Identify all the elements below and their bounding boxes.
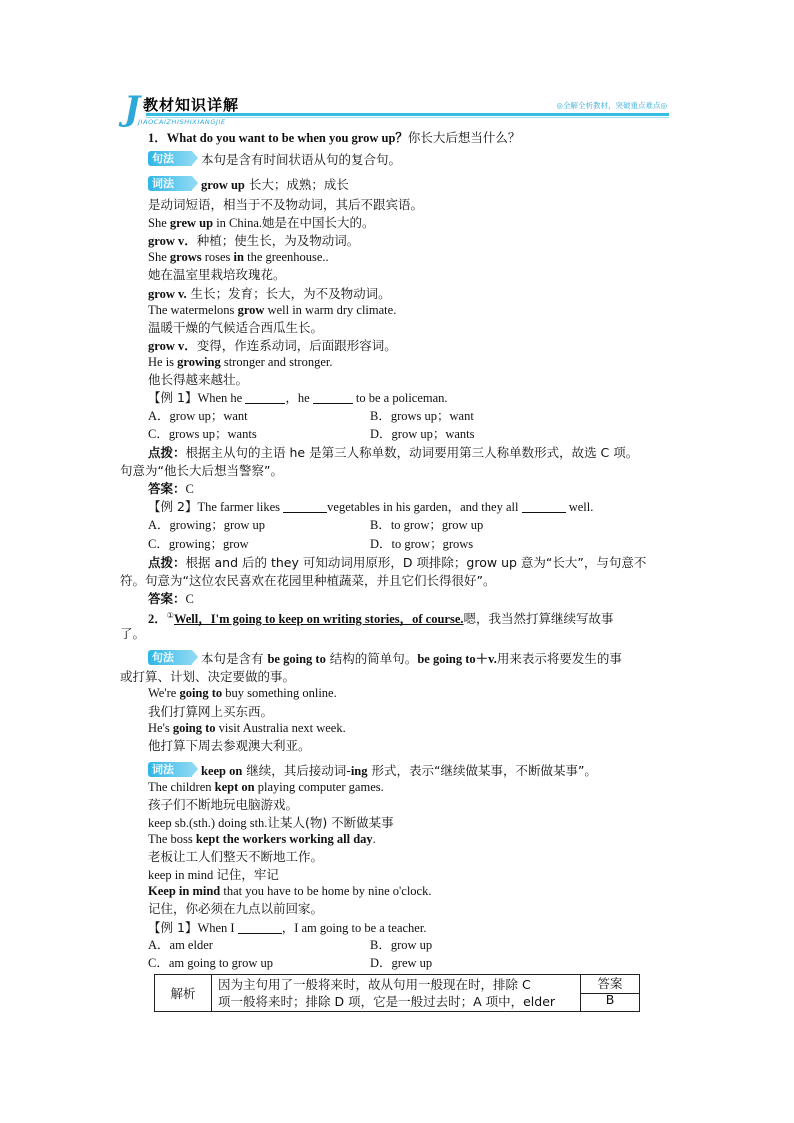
answer-blank[interactable] — [522, 500, 566, 513]
option-c[interactable]: C．am going to grow up — [148, 956, 273, 970]
answer-header: 答案 — [581, 975, 640, 994]
cifa-note-2: 词法 keep on 继续，其后接动词-ing 形式，表示“继续做某事，不断做某事”。 — [148, 762, 597, 780]
answer-value: B — [581, 994, 640, 1012]
juxing-tag: 句法 — [148, 151, 198, 166]
hint-text-cont: 句意为“他长大后想当警察”。 — [120, 463, 283, 478]
example-sentence: We're going to buy something online. — [148, 686, 337, 700]
example-sentence: Keep in mind that you have to be home by nine o'clock. — [148, 884, 432, 898]
example-question-1: 【例 1】When he ，he to be a policeman. — [148, 390, 448, 405]
option-d[interactable]: D．to grow；grows — [370, 537, 474, 551]
cifa-tag: 词法 — [148, 762, 198, 777]
option-a[interactable]: A．am elder — [148, 938, 213, 952]
answer-line: 答案：C — [148, 591, 194, 606]
hint-text: 点拨：根据 and 后的 they 可知动词用原形，D 项排除；grow up 意为“长大”，与句意不 — [148, 555, 647, 570]
phrase-line: keep sb.(sth.) doing sth.让某人(物) 不断做某事 — [148, 815, 394, 830]
example-sentence: The watermelons grow well in warm dry climate. — [148, 303, 397, 317]
section-banner — [124, 89, 669, 132]
translation: 他长得越来越壮。 — [148, 372, 249, 387]
text-line: 是动词短语，相当于不及物动词，其后不跟宾语。 — [148, 197, 424, 212]
example-question-2: 【例 2】The farmer likes vegetables in his garden，and they all well. — [148, 499, 594, 514]
option-c[interactable]: C．growing；grow — [148, 537, 249, 551]
example-question-3: 【例 1】When I ，I am going to be a teacher. — [148, 920, 427, 935]
juxing-note-2: 句法 本句是含有 be going to 结构的简单句。be going to＋v.用来表示将要发生的事 — [148, 650, 622, 668]
example-sentence: He is growing stronger and stronger. — [148, 355, 333, 369]
answer-blank[interactable] — [245, 391, 285, 404]
cifa-note-1: 词法 grow up 长大；成熟；成长 — [148, 176, 349, 194]
translation: 老板让工人们整天不断地工作。 — [148, 849, 324, 864]
text-line: grow v．种植；使生长，为及物动词。 — [148, 233, 360, 248]
answer-blank[interactable] — [313, 391, 353, 404]
analysis-label: 解析 — [155, 975, 212, 1012]
translation: 我们打算网上买东西。 — [148, 704, 274, 719]
option-d[interactable]: D．grew up — [370, 956, 433, 970]
translation: 她在温室里栽培玫瑰花。 — [148, 267, 286, 282]
text-line: grow v. 生长；发育；长大，为不及物动词。 — [148, 286, 391, 301]
section1-heading: 1．What do you want to be when you grow up？你长大后想当什么？ — [148, 130, 521, 145]
example-sentence: She grew up in China.她是在中国长大的。 — [148, 215, 375, 230]
translation: 他打算下周去参观澳大利亚。 — [148, 738, 311, 753]
analysis-text: 因为主句用了一般将来时，故从句用一般现在时，排除 C 项一般将来时；排除 D 项，它是一般过去时；A 项中，elder — [212, 975, 581, 1012]
juxing-note-2-cont: 或打算、计划、决定要做的事。 — [120, 669, 296, 684]
analysis-table — [154, 974, 640, 1012]
text-line: grow v．变得，作连系动词，后面跟形容词。 — [148, 338, 397, 353]
option-a[interactable]: A．grow up；want — [148, 409, 248, 423]
hint-text: 点拨：根据主从句的主语 he 是第三人称单数，动词要用第三人称单数形式，故选 C 项。 — [148, 445, 639, 460]
translation: 温暖干燥的气候适合西瓜生长。 — [148, 320, 324, 335]
answer-line: 答案：C — [148, 481, 194, 496]
option-b[interactable]: B．grow up — [370, 938, 433, 952]
example-sentence: The children kept on playing computer games. — [148, 780, 384, 794]
juxing-note-1: 句法 本句是含有时间状语从句的复合句。 — [148, 151, 401, 168]
option-a[interactable]: A．growing；grow up — [148, 518, 266, 532]
banner-slogan: ◎全解全析教材，突破重点难点◎ — [556, 101, 667, 110]
translation: 记住，你必须在九点以前回家。 — [148, 901, 324, 916]
juxing-tag: 句法 — [148, 650, 198, 665]
banner-title: 教材知识详解 — [143, 96, 240, 114]
option-c[interactable]: C．grows up；wants — [148, 427, 257, 441]
section2-heading-cont: 了。 — [120, 626, 146, 641]
example-sentence: The boss kept the workers working all day. — [148, 832, 376, 846]
cifa-tag: 词法 — [148, 176, 198, 191]
section2-heading: 2．①Well，I'm going to keep on writing stories，of course.嗯，我当然打算继续写故事 — [148, 611, 614, 627]
answer-blank[interactable] — [283, 500, 327, 513]
translation: 孩子们不断地玩电脑游戏。 — [148, 797, 299, 812]
answer-blank[interactable] — [238, 921, 282, 934]
phrase-line: keep in mind 记住，牢记 — [148, 867, 279, 882]
example-sentence: She grows roses in the greenhouse.. — [148, 250, 329, 264]
option-b[interactable]: B．to grow；grow up — [370, 518, 484, 532]
option-b[interactable]: B．grows up；want — [370, 409, 474, 423]
example-sentence: He's going to visit Australia next week. — [148, 721, 346, 735]
hint-text-cont: 符。句意为“这位农民喜欢在花园里种植蔬菜，并且它们长得很好”。 — [120, 573, 496, 588]
banner-subtitle: JIAOCAIZHISHIXIANGJIE — [138, 118, 226, 126]
option-d[interactable]: D．grow up；wants — [370, 427, 475, 441]
banner-logo-letter: J — [124, 89, 141, 129]
